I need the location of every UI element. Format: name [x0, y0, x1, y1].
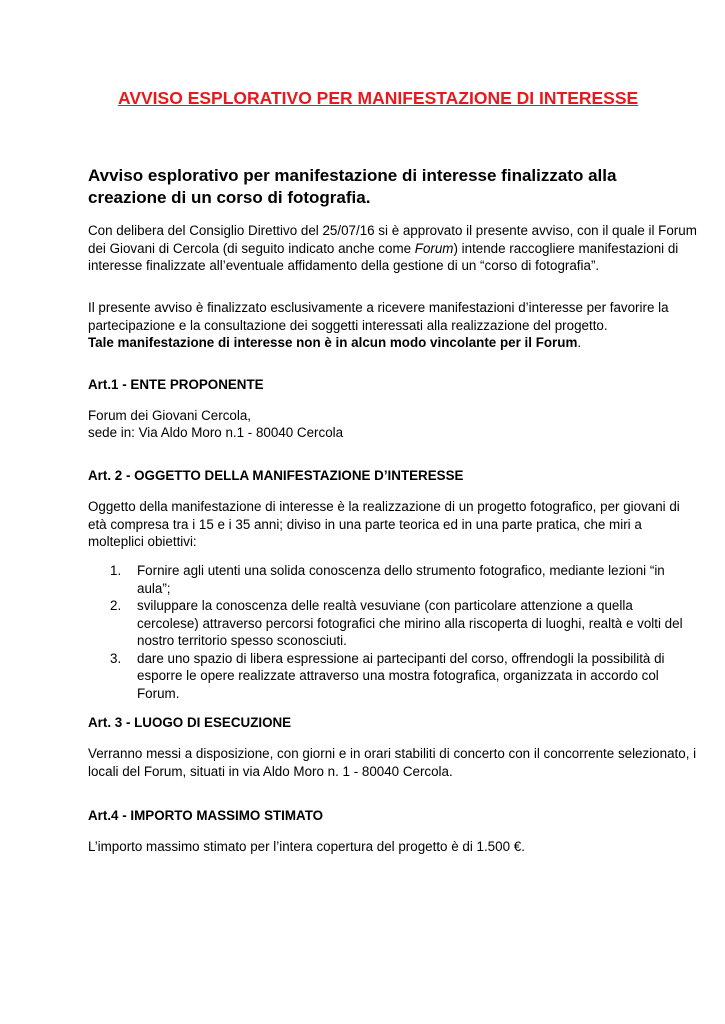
intro-paragraph-2	[88, 299, 698, 352]
list-item-text: dare uno spazio di libera espressione ai partecipanti del corso, offrendogli la possibilità di esporre le opere realizzate attraverso una mostra fotografica, organizzata in accordo col Forum.	[137, 650, 665, 701]
list-item-text: sviluppare la conoscenza delle realtà vesuviane (con particolare attenzione a quella cercolese) attraverso percorsi fotografici che mirino alla riscoperta di luoghi, realtà e volti del nostro territorio spesso sconosciuti.	[137, 598, 683, 648]
list-item-number: 2.	[110, 598, 122, 613]
art2-body: Oggetto della manifestazione di interesse è la realizzazione di un progetto fotografico, per giovani di età compresa tra i 15 e i 35 anni; diviso in una parte teorica ed in una parte pratica, che miri a molteplici obiettivi:	[88, 499, 680, 549]
intro-forum-italic: Forum	[414, 240, 454, 256]
list-item	[88, 562, 698, 597]
intro-text-part1: Con delibera del Consiglio Direttivo del 25/07/16 si è approvato il presente avviso, con il quale il Forum dei Giovani di Cercola (di seguito indicato anche come	[88, 223, 697, 256]
list-item-number: 1.	[110, 563, 122, 578]
intro-purpose-text: Il presente avviso è finalizzato esclusivamente a ricevere manifestazioni d’interesse per favorire la partecipazione e la consultazione dei soggetti interessati alla realizzazione del progetto.	[88, 300, 669, 333]
list-item	[88, 597, 698, 650]
document-banner-title: AVVISO ESPLORATIVO PER MANIFESTAZIONE DI INTERESSE	[118, 88, 639, 108]
art1-line-2: sede in: Via Aldo Moro n.1 - 80040 Cercola	[88, 425, 344, 440]
intro-disclaimer-bold: Tale manifestazione di interesse non è in alcun modo vincolante per il Forum	[88, 335, 578, 350]
art3-heading: Art. 3 - LUOGO DI ESECUZIONE	[88, 715, 292, 730]
intro-paragraph-1	[88, 222, 698, 275]
intro-text-part2: ) intende raccogliere manifestazioni di interesse finalizzate all’eventuale affidamento della gestione di un “corso di fotografia”.	[88, 240, 679, 273]
art4-heading: Art.4 - IMPORTO MASSIMO STIMATO	[88, 808, 324, 823]
list-item-text: Fornire agli utenti una solida conoscenza dello strumento fotografico, mediante lezioni “in aula”;	[137, 563, 665, 596]
art2-heading: Art. 2 - OGGETTO DELLA MANIFESTAZIONE D’INTERESSE	[88, 468, 464, 483]
intro-disclaimer-end: .	[577, 335, 582, 350]
art1-line-1: Forum dei Giovani Cercola,	[88, 408, 251, 423]
list-item-number: 3.	[110, 650, 122, 666]
art3-body: Verranno messi a disposizione, con giorni e in orari stabiliti di concerto con il concorrente selezionato, i locali del Forum, situati in via Aldo Moro n. 1 - 80040 Cercola.	[88, 746, 697, 779]
art1-heading: Art.1 - ENTE PROPONENTE	[88, 377, 264, 392]
art4-body: L’importo massimo stimato per l’intera copertura del progetto è di 1.500 €.	[88, 839, 525, 854]
art2-objectives-list	[88, 562, 698, 702]
document-subtitle: Avviso esplorativo per manifestazione di interesse finalizzato alla creazione di un corso di fotografia.	[88, 166, 617, 207]
list-item	[88, 650, 698, 703]
